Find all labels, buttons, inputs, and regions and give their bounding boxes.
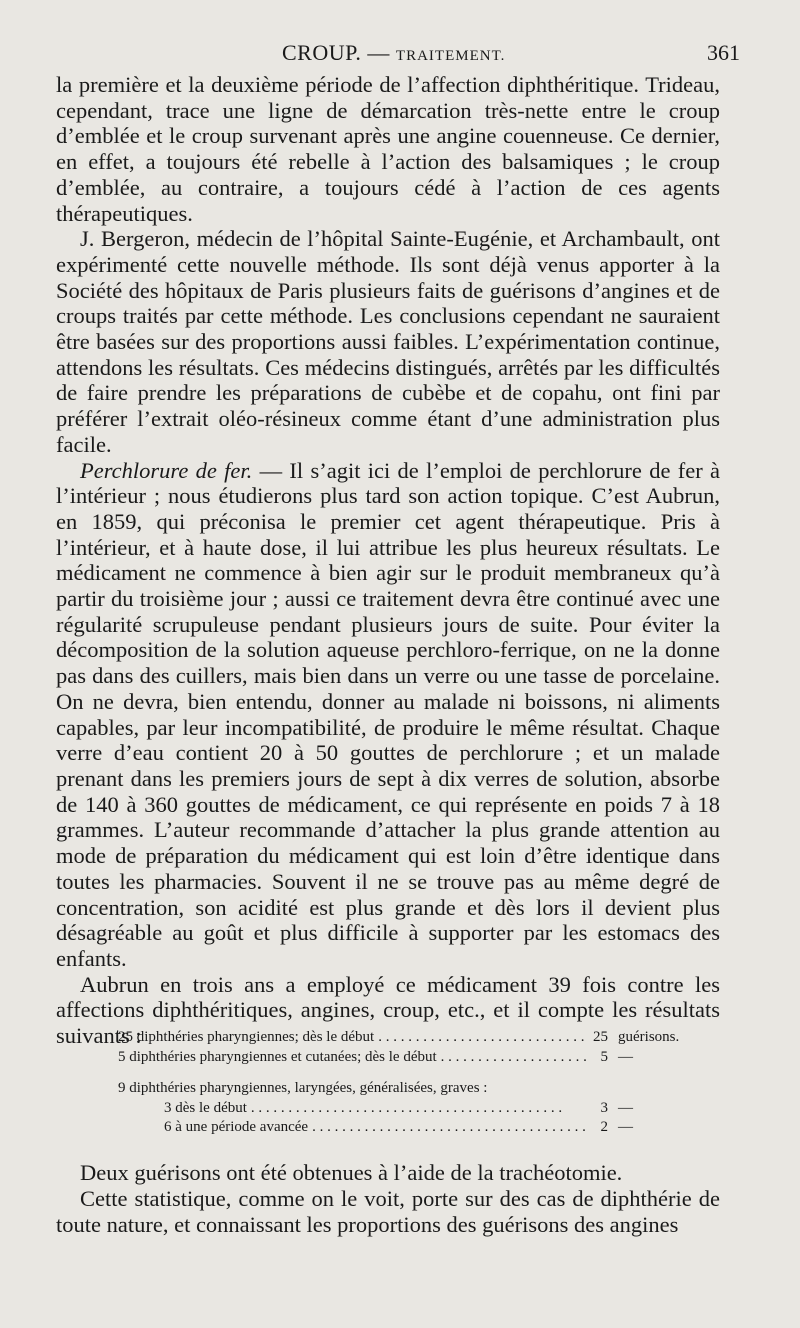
running-title-main: CROUP. xyxy=(282,40,362,65)
row-label: 5 diphthéries pharyngiennes et cutanées; dès le début xyxy=(118,1048,437,1065)
row-result: — xyxy=(618,1119,633,1135)
closing-text xyxy=(56,1160,720,1238)
group-heading: 9 diphthéries pharyngiennes, laryngées, généralisées, graves : xyxy=(118,1080,488,1096)
leader-dots xyxy=(247,1099,588,1119)
paragraph-statistique: Cette statistique, comme on le voit, porte sur des cas de diphthérie de toute nature, et connaissant les proportions des guérisons des angines xyxy=(56,1186,720,1237)
paragraph-tracheotomie: Deux guérisons ont été obtenues à l’aide de la trachéotomie. xyxy=(80,1160,623,1185)
perchlorure-heading: Perchlorure de fer. xyxy=(80,457,253,483)
row-result: — xyxy=(618,1099,633,1116)
perchlorure-text: — Il s’agit ici de l’emploi de perchlorure de fer à l’intérieur ; nous étudierons plus tard son action topique. C’est Aubrun, en 1859, qui préconisa le premier cet agent thérapeutique. Pris à l’intérieur, et à haute dose, il lui attribue les plus heureux résultats. Le médicament ne commence à bien agir sur le produit membraneux qu’à partir du troisième jour ; aussi ce traitement devra être continué avec une régularité scrupuleuse pendant plusieurs jours de suite. Pour éviter la décomposition de la solution aqueuse perchloro-ferrique, on ne la donne pas dans des cuillers, mais bien dans un verre ou une tasse de porcelaine. On ne devra, bien entendu, donner au malade ni boissons, ni aliments capables, par leur incompatibilité, de produire le même résultat. Chaque verre d’eau contient 20 à 50 gouttes de perchlorure ; et un malade prenant dans les premiers jours de sept à dix verres de solution, absorbe de 140 à 360 gouttes de médicament, ce qui représente en poids 7 à 18 grammes. L’auteur recommande d’attacher la plus grande attention au mode de préparation du médicament qui est loin d’être identique dans toutes les pharmacies. Souvent il ne se trouve pas au même degré de concentration, son acidité est plus grande et dès lors il devient plus désagréable au goût et plus difficile à supporter par les estomacs des enfants. xyxy=(56,457,721,971)
running-header xyxy=(0,40,800,74)
running-title-separator: — xyxy=(361,40,396,65)
table-gap xyxy=(118,1067,698,1079)
row-count: 25 xyxy=(593,1029,608,1045)
leader-dots xyxy=(308,1118,588,1138)
paragraph-continuation: la première et la deuxième période de l’affection diphthéritique. Trideau, cependant, trace une ligne de démarcation très-nette entre le croup d’emblée et le croup survenant après une angine couenneuse. Ce dernier, en effet, a toujours été rebelle à l’action des balsamiques ; le croup d’emblée, au contraire, a toujours cédé à l’action de ces agents thérapeutiques. xyxy=(56,72,720,226)
page-number: 361 xyxy=(707,40,740,65)
row-label: 25 diphthéries pharyngiennes; dès le début xyxy=(118,1029,375,1045)
running-title xyxy=(282,40,505,66)
row-count: 2 xyxy=(600,1119,608,1135)
row-result: guérisons. xyxy=(618,1029,680,1045)
paragraph-perchlorure xyxy=(56,458,720,972)
table-row xyxy=(118,1118,698,1138)
row-label: 3 dès le début xyxy=(164,1099,247,1116)
table-row xyxy=(118,1028,698,1048)
row-count: 3 xyxy=(600,1099,608,1116)
results-table xyxy=(118,1028,698,1138)
leader-dots xyxy=(374,1028,588,1048)
table-row xyxy=(118,1048,698,1068)
table-row xyxy=(118,1099,698,1119)
row-label: 6 à une période avancée xyxy=(164,1119,309,1135)
leader-dots xyxy=(437,1048,588,1068)
paragraph-aubrun: Aubrun en trois ans a employé ce médicament 39 fois contre les affections diphthéritiques, angines, croup, etc., et il compte les résultats suivants : xyxy=(56,971,720,1049)
main-text xyxy=(56,72,720,1049)
row-count: 5 xyxy=(600,1048,608,1065)
running-title-sub: TRAITEMENT. xyxy=(395,48,506,64)
row-result: — xyxy=(618,1048,633,1065)
paragraph-bergeron: J. Bergeron, médecin de l’hôpital Sainte-Eugénie, et Archambault, ont expérimenté cette nouvelle méthode. Ils sont déjà venus apporter à la Société des hôpitaux de Paris plusieurs faits de guérisons d’angines et de croups traités par cette méthode. Les conclusions cependant ne sauraient être basées sur des proportions aussi faibles. L’expérimentation continue, attendons les résultats. Ces médecins distingués, arrêtés par les difficultés de faire prendre les préparations de cubèbe et de copahu, ont fini par préférer l’extrait oléo-résineux comme étant d’une administration plus facile. xyxy=(56,226,720,457)
